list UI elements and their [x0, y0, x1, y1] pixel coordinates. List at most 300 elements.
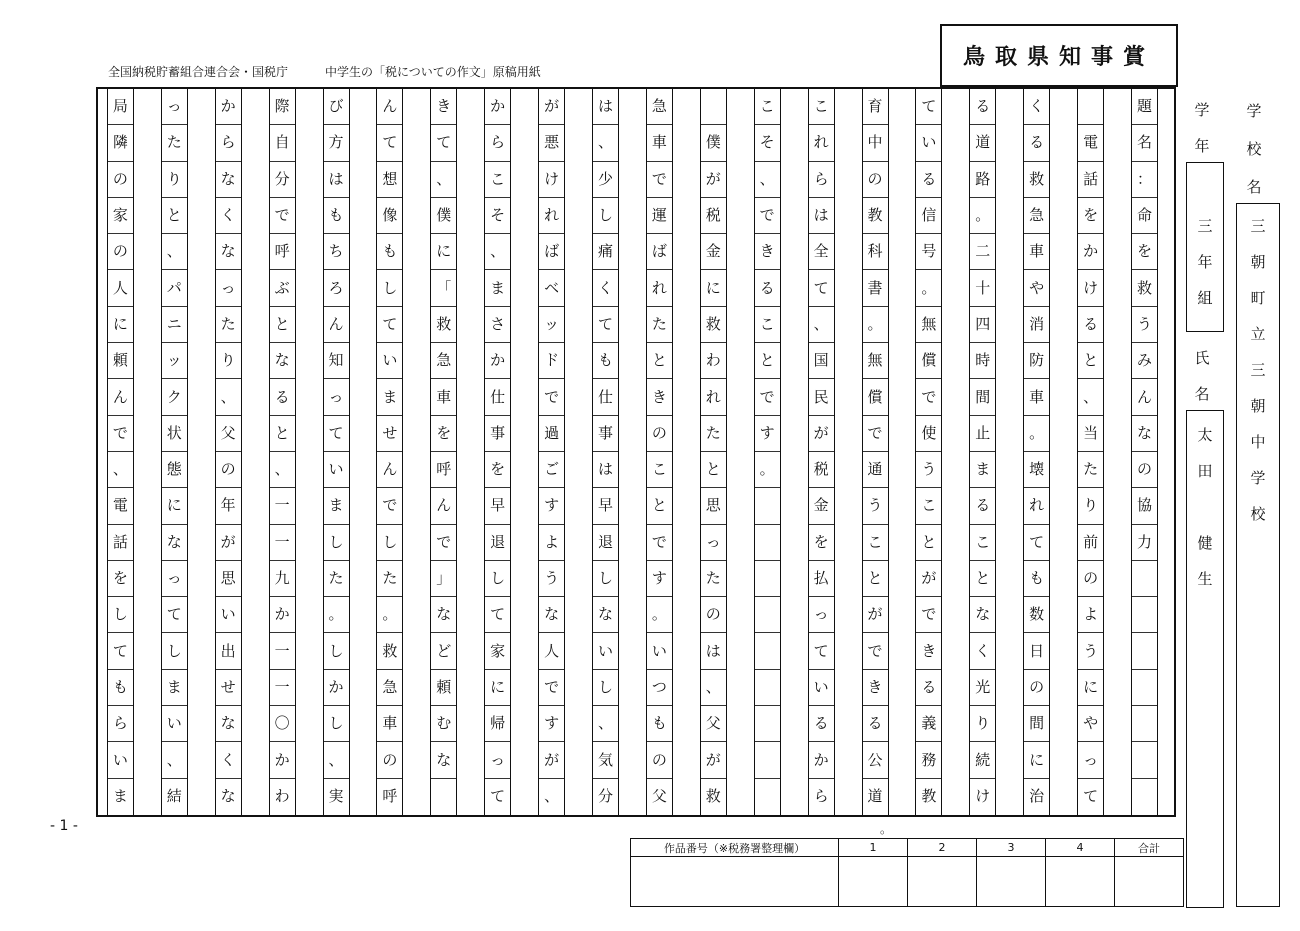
grid-cell: い	[377, 343, 402, 379]
grid-cell: そ	[485, 198, 510, 234]
grid-cell: 続	[970, 742, 995, 778]
name-box	[1186, 410, 1224, 908]
vertical-char: 年	[1197, 253, 1213, 271]
grid-cell: 事	[593, 416, 618, 452]
grid-cell: び	[324, 89, 349, 125]
grid-cell: い	[916, 125, 941, 161]
grid-cell: で	[431, 525, 456, 561]
grid-cell: し	[324, 525, 349, 561]
grid-column	[915, 89, 942, 815]
grid-cell: 分	[597, 787, 613, 806]
grid-cell: 退	[485, 525, 510, 561]
grid-cell: で	[916, 597, 941, 633]
grid-cell: が	[216, 525, 241, 561]
grid-cell: す	[539, 706, 564, 742]
grid-cell: る	[916, 162, 941, 198]
grid-cell: が	[916, 561, 941, 597]
score-header-cell: 合計	[1115, 839, 1184, 857]
grid-cell: け	[539, 162, 564, 198]
grid-cell: に	[1024, 742, 1049, 778]
grid-cell: 止	[970, 416, 995, 452]
grid-cell: 結	[166, 787, 182, 806]
grid-cell: く	[216, 198, 241, 234]
grid-cell: が	[539, 742, 564, 778]
grid-cell: て	[108, 634, 133, 670]
grid-cell: ク	[162, 379, 187, 415]
grid-cell: で	[270, 198, 295, 234]
grid-cell: こ	[970, 525, 995, 561]
grid-cell: ま	[970, 452, 995, 488]
grid-cell: れ	[701, 379, 726, 415]
grid-cell: を	[108, 561, 133, 597]
score-entry-cell[interactable]	[977, 857, 1046, 907]
grid-cell: ご	[539, 452, 564, 488]
score-header-cell: 2	[908, 839, 977, 857]
grid-cell: か	[809, 742, 834, 778]
grid-cell: こ	[755, 89, 780, 125]
grid-cell	[755, 779, 780, 815]
grid-cell: 。	[324, 597, 349, 633]
grid-cell: し	[324, 634, 349, 670]
grid-cell: や	[1024, 271, 1049, 307]
grid-cell: 力	[1132, 525, 1157, 561]
grid-cell: ド	[539, 343, 564, 379]
grid-cell: 、	[544, 787, 560, 806]
score-entry-cell[interactable]	[631, 857, 839, 907]
grid-cell: か	[1078, 234, 1103, 270]
grid-cell: か	[324, 670, 349, 706]
grid-cell: れ	[1024, 488, 1049, 524]
grid-cell: て	[377, 125, 402, 161]
grid-cell: て	[809, 634, 834, 670]
grid-cell: の	[377, 742, 402, 778]
grid-cell: と	[863, 561, 888, 597]
grid-cell: む	[431, 706, 456, 742]
grid-cell: 電	[1078, 125, 1103, 161]
grid-cell: の	[108, 162, 133, 198]
grid-cell: 公	[863, 742, 888, 778]
grid-cell: う	[1132, 307, 1157, 343]
grid-cell: 仕	[485, 379, 510, 415]
school-label	[1241, 92, 1267, 206]
grid-cell: な	[970, 597, 995, 633]
grid-cell: て	[490, 787, 506, 806]
grid-cell: の	[647, 742, 672, 778]
vertical-char: 年	[1194, 137, 1210, 155]
score-header-cell: 4	[1046, 839, 1115, 857]
grid-cell: ん	[324, 307, 349, 343]
grid-cell: 日	[1024, 634, 1049, 670]
manuscript-grid	[96, 87, 1176, 817]
score-header-cell: 1	[839, 839, 908, 857]
grid-cell: 急	[377, 670, 402, 706]
vertical-char: 三	[1197, 217, 1213, 235]
grid-cell: り	[970, 706, 995, 742]
grid-cell: 金	[809, 488, 834, 524]
grid-cell: き	[916, 634, 941, 670]
grid-cell: ん	[431, 488, 456, 524]
vertical-char: 町	[1250, 289, 1266, 307]
grid-cell: 自	[270, 125, 295, 161]
grid-cell: 頼	[431, 670, 456, 706]
grid-cell: 像	[377, 198, 402, 234]
grid-column	[107, 89, 134, 815]
grid-cell: 光	[970, 670, 995, 706]
grid-cell: 号	[916, 234, 941, 270]
score-entry-cell[interactable]	[1046, 857, 1115, 907]
grid-cell: 当	[1078, 416, 1103, 452]
vertical-char: 校	[1250, 505, 1266, 523]
grid-cell: 車	[377, 706, 402, 742]
grid-cell: 信	[916, 198, 941, 234]
grid-cell: 題	[1132, 89, 1157, 125]
grid-cell	[755, 742, 780, 778]
grid-cell: り	[162, 162, 187, 198]
grid-cell: 人	[539, 634, 564, 670]
grid-cell: 間	[1024, 706, 1049, 742]
grid-cell: し	[593, 670, 618, 706]
grid-cell: い	[593, 634, 618, 670]
vertical-char: 田	[1197, 462, 1213, 480]
grid-cell: る	[863, 706, 888, 742]
grid-cell: ら	[813, 787, 829, 806]
award-box: 鳥取県知事賞	[940, 24, 1178, 87]
grid-cell: 悪	[539, 125, 564, 161]
grid-cell: る	[1024, 125, 1049, 161]
vertical-char: 組	[1197, 289, 1213, 307]
grade-label	[1189, 92, 1215, 164]
grid-cell: 二	[970, 234, 995, 270]
grid-cell: 方	[324, 125, 349, 161]
grid-cell: と	[1078, 343, 1103, 379]
grid-cell: 気	[593, 742, 618, 778]
grid-cell: 、	[431, 162, 456, 198]
grid-cell: て	[431, 125, 456, 161]
grid-cell	[1132, 779, 1157, 815]
grid-cell: な	[220, 787, 236, 806]
grid-cell: く	[1024, 89, 1049, 125]
grid-cell: は	[593, 89, 618, 125]
grid-cell: か	[270, 742, 295, 778]
grid-cell: 事	[485, 416, 510, 452]
grid-cell: ち	[324, 234, 349, 270]
grid-cell: 呼	[270, 234, 295, 270]
grid-cell: ん	[1132, 379, 1157, 415]
grid-cell: 話	[108, 525, 133, 561]
grid-cell: ど	[431, 634, 456, 670]
grid-cell: 税	[701, 198, 726, 234]
grid-cell: と	[647, 343, 672, 379]
grid-cell	[755, 597, 780, 633]
grid-cell: う	[916, 452, 941, 488]
grid-cell: は	[701, 634, 726, 670]
grid-cell: 出	[216, 634, 241, 670]
grid-cell	[755, 561, 780, 597]
grid-cell: 父	[651, 787, 667, 806]
grid-cell: ま	[162, 670, 187, 706]
grid-cell: け	[975, 787, 991, 806]
grid-cell: は	[593, 452, 618, 488]
grid-column	[592, 89, 619, 815]
grid-cell: 仕	[593, 379, 618, 415]
grid-cell: て	[485, 597, 510, 633]
grid-cell: と	[162, 198, 187, 234]
grid-cell: 一	[270, 634, 295, 670]
grid-cell: な	[593, 597, 618, 633]
grid-cell: 命	[1132, 198, 1157, 234]
grid-column	[700, 89, 727, 815]
grid-cell: 防	[1024, 343, 1049, 379]
grid-cell: る	[916, 670, 941, 706]
grid-cell: る	[970, 89, 995, 125]
grid-cell: た	[1078, 452, 1103, 488]
school-box	[1236, 203, 1280, 907]
grid-cell: っ	[701, 525, 726, 561]
grid-column	[484, 89, 511, 815]
grid-cell: て	[1024, 525, 1049, 561]
grid-column	[1077, 89, 1104, 815]
grid-cell: ら	[216, 125, 241, 161]
grid-cell: ん	[377, 452, 402, 488]
grid-cell: 。	[755, 452, 780, 488]
grid-cell: と	[755, 343, 780, 379]
grid-cell: も	[377, 234, 402, 270]
grid-cell: の	[647, 416, 672, 452]
grid-cell: 一	[270, 488, 295, 524]
grid-cell: で	[755, 198, 780, 234]
grid-cell: ま	[485, 271, 510, 307]
grid-cell: が	[539, 89, 564, 125]
grid-cell: 救	[1132, 271, 1157, 307]
grid-cell: 育	[863, 89, 888, 125]
grid-cell: 路	[970, 162, 995, 198]
grid-cell: 、	[701, 670, 726, 706]
grid-cell: な	[1132, 416, 1157, 452]
grid-cell: で	[108, 416, 133, 452]
grid-column	[1023, 89, 1050, 815]
grid-cell: 壊	[1024, 452, 1049, 488]
grid-cell: に	[1078, 670, 1103, 706]
score-header-cell: 作品番号（※税務署整理欄）	[631, 839, 839, 857]
grid-cell: ん	[377, 89, 402, 125]
grid-cell: な	[539, 597, 564, 633]
grid-cell: の	[863, 162, 888, 198]
grid-cell: た	[701, 561, 726, 597]
grid-cell: う	[863, 488, 888, 524]
grid-cell: れ	[647, 271, 672, 307]
grid-cell: か	[270, 597, 295, 633]
grid-cell: 義	[916, 706, 941, 742]
grid-cell: 急	[647, 89, 672, 125]
grid-cell: て	[1083, 787, 1099, 806]
grid-cell: せ	[377, 416, 402, 452]
grid-cell: ッ	[162, 343, 187, 379]
grid-cell: 際	[270, 89, 295, 125]
vertical-char: 校	[1246, 140, 1262, 158]
grid-cell: が	[701, 162, 726, 198]
grid-cell: う	[1078, 634, 1103, 670]
grid-cell: ぶ	[270, 271, 295, 307]
grid-cell: 、	[809, 307, 834, 343]
grid-cell: て	[593, 307, 618, 343]
grid-cell: 、	[162, 742, 187, 778]
score-table	[630, 838, 1184, 907]
grid-cell: な	[216, 706, 241, 742]
page-number: - 1 -	[50, 818, 78, 834]
grid-cell: 道	[867, 787, 883, 806]
grid-cell: っ	[324, 379, 349, 415]
grid-cell	[1132, 742, 1157, 778]
grid-cell: な	[216, 162, 241, 198]
score-entry-cell[interactable]	[1115, 857, 1184, 907]
grid-cell: に	[485, 670, 510, 706]
grid-cell: が	[809, 416, 834, 452]
grid-cell: い	[809, 670, 834, 706]
grid-cell: し	[593, 561, 618, 597]
grid-cell: っ	[162, 561, 187, 597]
grid-cell: す	[647, 561, 672, 597]
grid-cell: て	[809, 271, 834, 307]
grid-cell: に	[162, 488, 187, 524]
grid-cell: し	[485, 561, 510, 597]
grid-cell: す	[755, 416, 780, 452]
grid-cell: た	[377, 561, 402, 597]
grid-cell: こ	[916, 488, 941, 524]
grid-cell: と	[270, 416, 295, 452]
grid-cell: 頼	[108, 343, 133, 379]
grid-cell: こ	[647, 452, 672, 488]
grid-column	[969, 89, 996, 815]
grid-cell: は	[809, 198, 834, 234]
vertical-char: 学	[1250, 469, 1266, 487]
grid-cell: 務	[916, 742, 941, 778]
grid-cell: し	[324, 706, 349, 742]
grid-cell: つ	[647, 670, 672, 706]
grid-cell: 前	[1078, 525, 1103, 561]
grid-cell: 民	[809, 379, 834, 415]
grid-cell: に	[108, 307, 133, 343]
grid-cell: 、	[216, 379, 241, 415]
grid-cell: 名	[1132, 125, 1157, 161]
grid-cell: き	[755, 234, 780, 270]
grid-cell: が	[863, 597, 888, 633]
grid-cell: っ	[216, 271, 241, 307]
grid-cell: 分	[270, 162, 295, 198]
score-entry-cell[interactable]	[908, 857, 977, 907]
grid-cell: 年	[216, 488, 241, 524]
grid-cell: ベ	[539, 271, 564, 307]
grid-cell: う	[539, 561, 564, 597]
grid-cell: 消	[1024, 307, 1049, 343]
grid-cell: た	[647, 307, 672, 343]
grid-cell: 想	[377, 162, 402, 198]
grid-cell: よ	[539, 525, 564, 561]
grid-cell: る	[755, 271, 780, 307]
grid-cell: を	[809, 525, 834, 561]
grid-cell: は	[324, 162, 349, 198]
grid-cell: 時	[970, 343, 995, 379]
grid-cell: る	[270, 379, 295, 415]
grid-cell: 全	[809, 234, 834, 270]
grid-column	[754, 89, 781, 815]
grid-cell: け	[1078, 271, 1103, 307]
grid-column	[808, 89, 835, 815]
grid-cell: さ	[485, 307, 510, 343]
grid-cell: 知	[324, 343, 349, 379]
score-entry-cell[interactable]	[839, 857, 908, 907]
grid-cell: 払	[809, 561, 834, 597]
grid-cell: 電	[108, 488, 133, 524]
grid-cell: で	[755, 379, 780, 415]
grid-cell: な	[216, 234, 241, 270]
grid-cell: ：	[1132, 162, 1157, 198]
grid-cell: み	[1132, 343, 1157, 379]
grid-column	[646, 89, 673, 815]
grid-cell: 父	[216, 416, 241, 452]
grid-cell: を	[485, 452, 510, 488]
grid-cell: 車	[1024, 379, 1049, 415]
grid-cell: 税	[809, 452, 834, 488]
vertical-char: 氏	[1194, 349, 1210, 367]
grid-cell: パ	[162, 271, 187, 307]
grid-cell: も	[1024, 561, 1049, 597]
grid-cell: く	[593, 271, 618, 307]
grid-cell: こ	[485, 162, 510, 198]
score-header-cell: 3	[977, 839, 1046, 857]
grid-cell: 「	[431, 271, 456, 307]
grid-cell: ん	[108, 379, 133, 415]
grid-cell: 救	[1024, 162, 1049, 198]
grid-cell: も	[324, 198, 349, 234]
grid-cell: く	[216, 742, 241, 778]
grid-cell: す	[539, 488, 564, 524]
grid-cell: 一	[270, 670, 295, 706]
vertical-char: 健	[1197, 534, 1213, 552]
grid-cell: 償	[863, 379, 888, 415]
grid-cell: の	[701, 597, 726, 633]
grid-cell: 、	[593, 706, 618, 742]
grid-cell: 家	[108, 198, 133, 234]
vertical-char: 学	[1194, 101, 1210, 119]
grid-cell	[755, 634, 780, 670]
grid-cell: 父	[701, 706, 726, 742]
grid-cell: ろ	[324, 271, 349, 307]
grid-cell: 協	[1132, 488, 1157, 524]
grid-cell: 急	[1024, 198, 1049, 234]
grid-cell: 。	[970, 198, 995, 234]
grid-cell: い	[162, 706, 187, 742]
grid-cell: 態	[162, 452, 187, 488]
trailing-period: 。	[880, 822, 893, 836]
grid-cell: 思	[216, 561, 241, 597]
grid-cell: の	[1024, 670, 1049, 706]
grid-column	[161, 89, 188, 815]
grid-cell: や	[1078, 706, 1103, 742]
grid-cell: 隣	[108, 125, 133, 161]
grid-cell: 中	[863, 125, 888, 161]
grid-cell: よ	[1078, 597, 1103, 633]
grid-cell	[755, 706, 780, 742]
grid-cell: 痛	[593, 234, 618, 270]
vertical-char: 朝	[1250, 397, 1266, 415]
grid-cell: 車	[1024, 234, 1049, 270]
grid-cell: 治	[1029, 787, 1045, 806]
organizer-text: 全国納税貯蓄組合連合会・国税庁	[108, 65, 289, 79]
grid-cell: の	[216, 452, 241, 488]
grid-cell: も	[108, 670, 133, 706]
grid-cell: 、	[485, 234, 510, 270]
grid-cell: を	[431, 416, 456, 452]
